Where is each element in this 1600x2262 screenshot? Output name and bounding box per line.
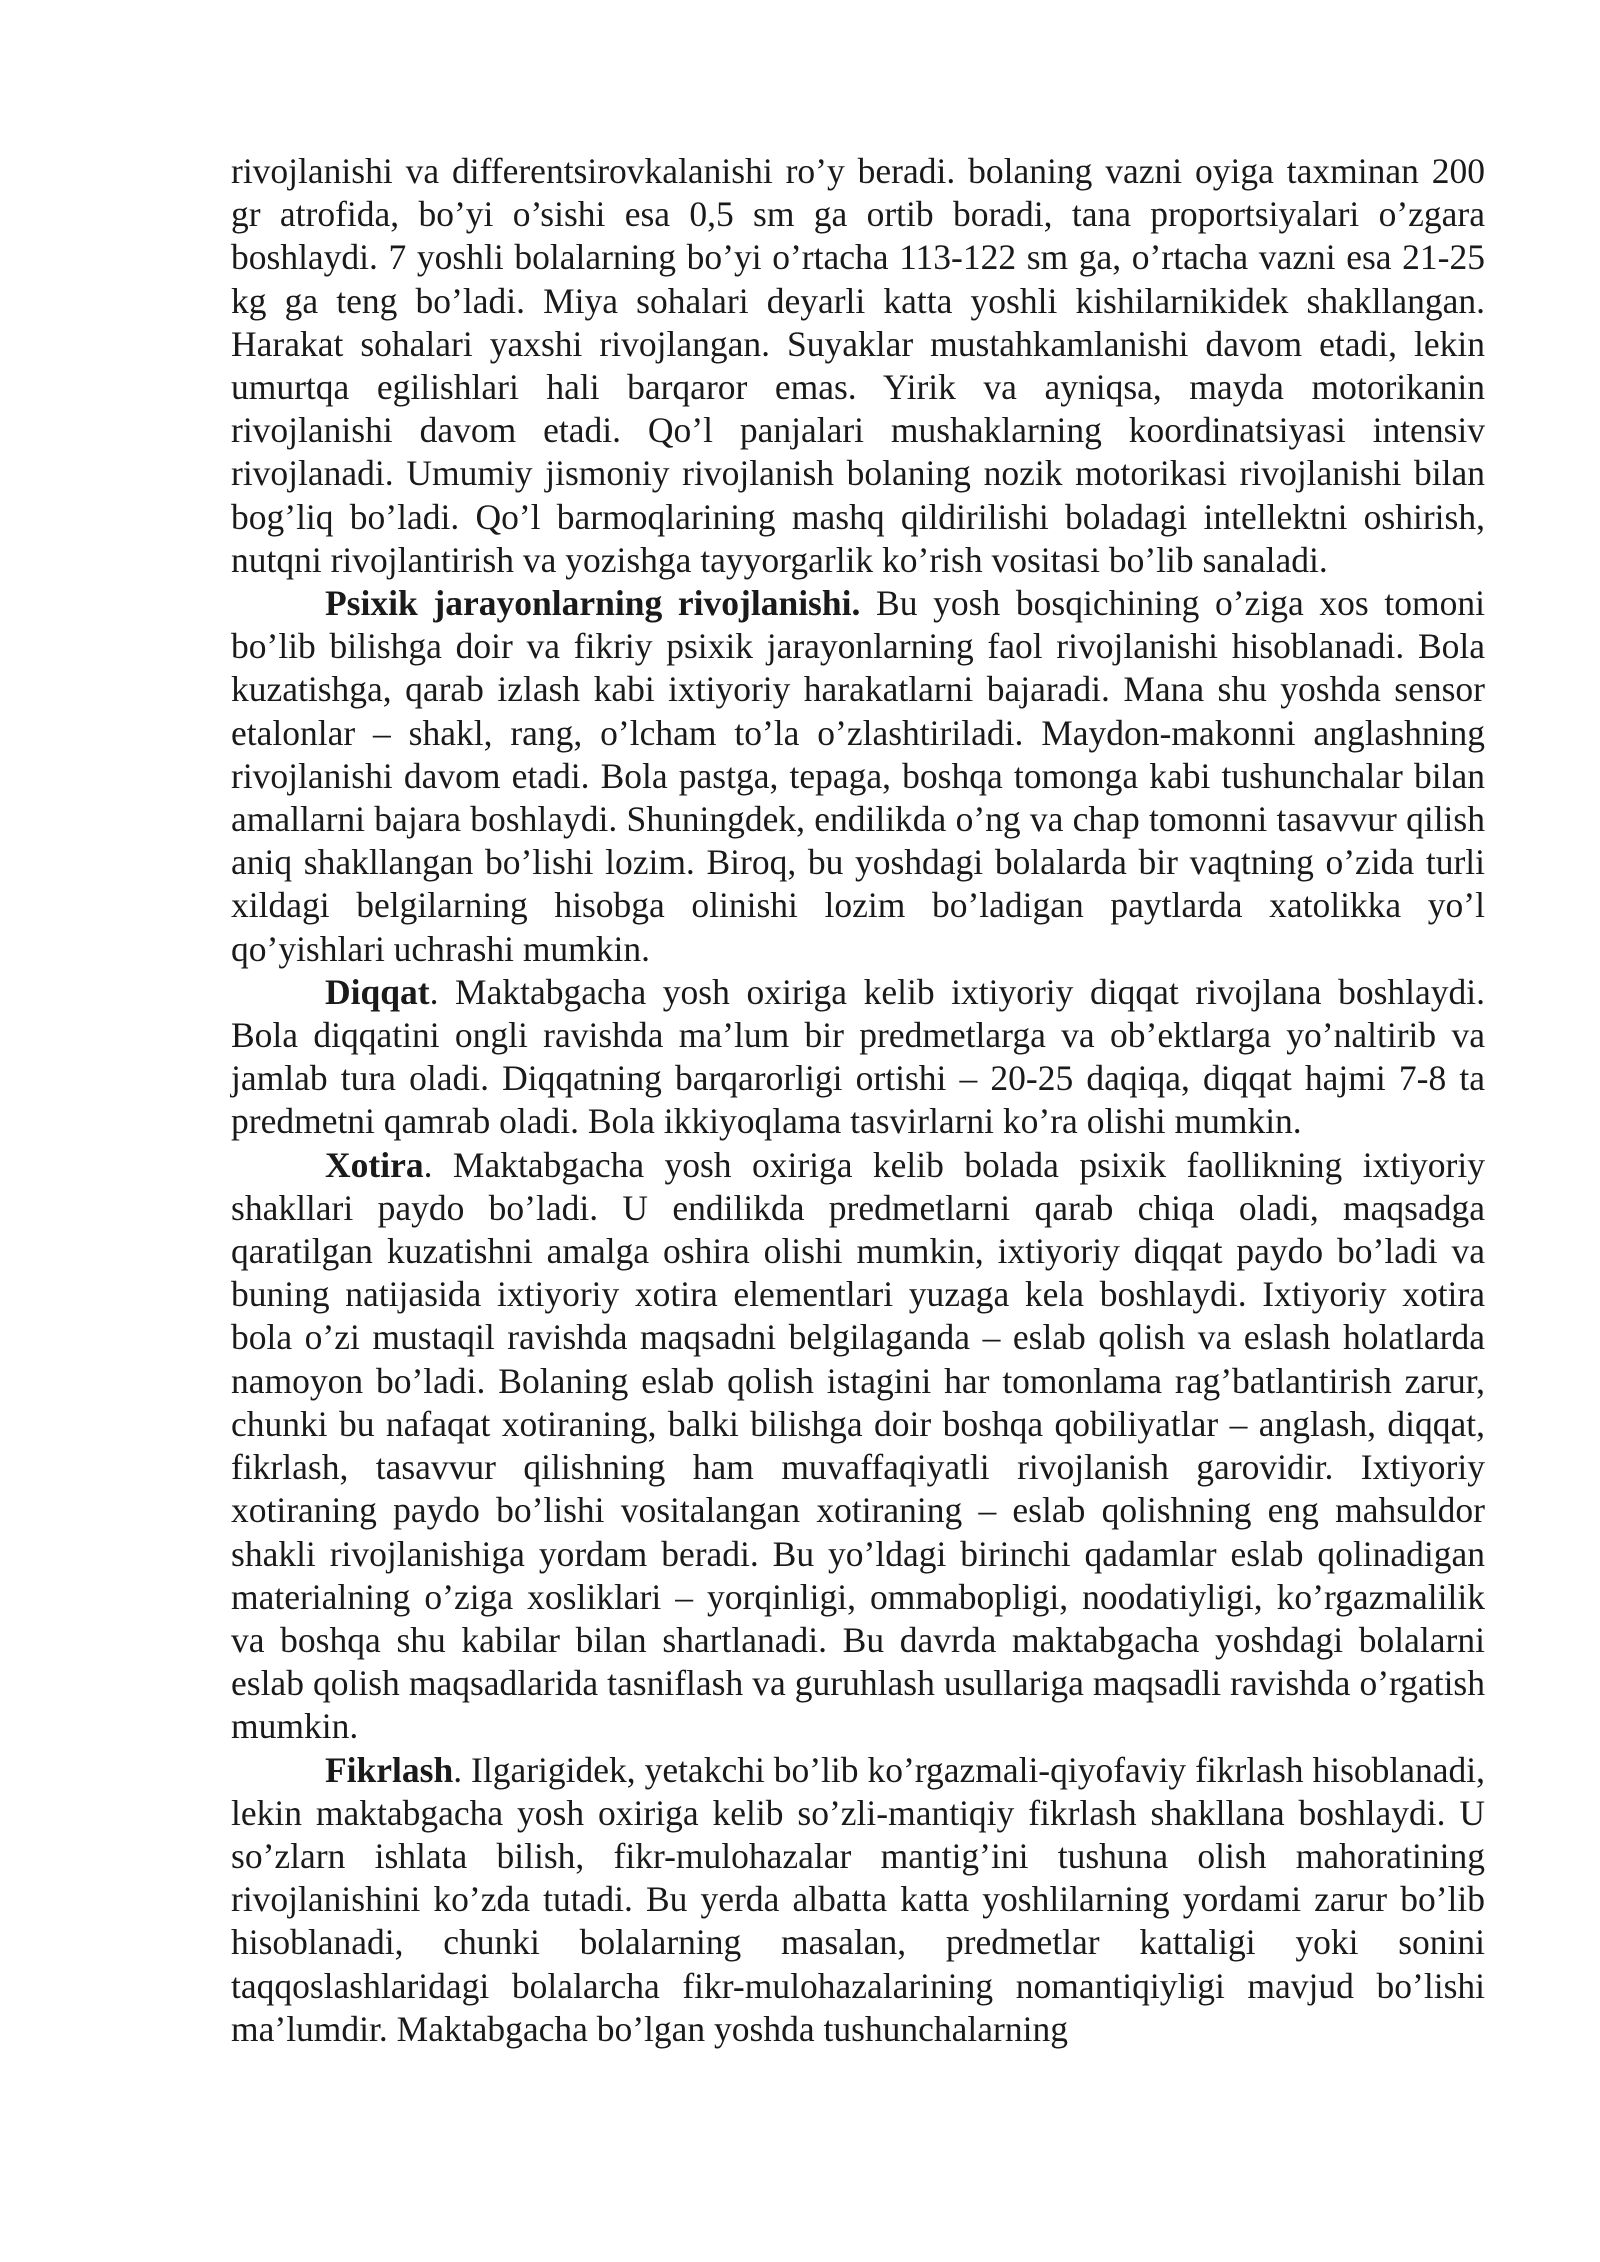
paragraph-mental-processes	[231, 582, 1485, 971]
paragraph-thinking	[231, 1749, 1485, 2051]
paragraph-attention	[231, 971, 1485, 1144]
paragraph-heading: Fikrlash	[325, 1749, 454, 1790]
paragraph-text: Ilgarigidek, yetakchi bo’lib ko’rgazmali-qiyofaviy fikrlash hisoblanadi, lekin maktabgacha yosh oxiriga kelib so’zli-mantiqiy fikrlash shakllana boshlaydi. U so’zlarn ishlata bilish, fikr-mulohazalar mantig’ini tushuna olish mahoratining rivojlanishini ko’zda tutadi. Bu yerda albatta katta yoshlilarning yordami zarur bo’lib hisoblanadi, chunki bolalarning masalan, predmetlar kattaligi yoki sonini taqqoslashlaridagi bolalarcha fikr-mulohazalarining nomantiqiyligi mavjud bo’lishi ma’lumdir. Maktabgacha bo’lgan yoshda tushunchalarning	[231, 1749, 1485, 2049]
paragraph-text: rivojlanishi va differentsirovkalanishi ro’y beradi. bolaning vazni oyiga taxminan 200 gr atrofida, bo’yi o’sishi esa 0,5 sm ga ortib boradi, tana proportsiyalari o’zgara boshlaydi. 7 yoshli bolalarning bo’yi o’rtacha 113-122 sm ga, o’rtacha vazni esa 21-25 kg ga teng bo’ladi. Miya sohalari deyarli katta yoshli kishilarnikidek shakllangan. Harakat sohalari yaxshi rivojlangan. Suyaklar mustahkamlanishi davom etadi, lekin umurtqa egilishlari hali barqaror emas. Yirik va ayniqsa, mayda motorikanin rivojlanishi davom etadi. Qo’l panjalari mushaklarning koordinatsiyasi intensiv rivojlanadi. Umumiy jismoniy rivojlanish bolaning nozik motorikasi rivojlanishi bilan bog’liq bo’ladi. Qo’l barmoqlarining mashq qildirilishi boladagi intellektni oshirish, nutqni rivojlantirish va yozishga tayyorgarlik ko’rish vositasi bo’lib sanaladi.	[231, 151, 1485, 580]
paragraph-heading: Diqqat	[325, 971, 430, 1012]
paragraph-heading: Psixik jarayonlarning rivojlanishi.	[325, 583, 861, 624]
paragraph-text: Maktabgacha yosh oxiriga kelib bolada psixik faollikning ixtiyoriy shakllari paydo bo’ladi. U endilikda predmetlarni qarab chiqa oladi, maqsadga qaratilgan kuzatishni amalga oshira olishi mumkin, ixtiyoriy diqqat paydo bo’ladi va buning natijasida ixtiyoriy xotira elementlari yuzaga kela boshlaydi. Ixtiyoriy xotira bola o’zi mustaqil ravishda maqsadni belgilaganda – eslab qolish va eslash holatlarda namoyon bo’ladi. Bolaning eslab qolish istagini har tomonlama rag’batlantirish zarur, chunki bu nafaqat xotiraning, balki bilishga doir boshqa qobiliyatlar – anglash, diqqat, fikrlash, tasavvur qilishning ham muvaffaqiyatli rivojlanish garovidir. Ixtiyoriy xotiraning paydo bo’lishi vositalangan xotiraning – eslab qolishning eng mahsuldor shakli rivojlanishiga yordam beradi. Bu yo’ldagi birinchi qadamlar eslab qolinadigan materialning o’ziga xosliklari – yorqinligi, ommabopligi, noodatiyligi, ko’rgazmalilik va boshqa shu kabilar bilan shartlanadi. Bu davrda maktabgacha yoshdagi bolalarni eslab qolish maqsadlarida tasniflash va guruhlash usullariga maqsadli ravishda o’rgatish mumkin.	[231, 1144, 1485, 1747]
paragraph-memory	[231, 1144, 1485, 1749]
paragraph-text: Maktabgacha yosh oxiriga kelib ixtiyoriy diqqat rivojlana boshlaydi. Bola diqqatini ongli ravishda ma’lum bir predmetlarga va ob’ektlarga yo’naltirib va jamlab tura oladi. Diqqatning barqarorligi ortishi – 20-25 daqiqa, diqqat hajmi 7-8 ta predmetni qamrab oladi. Bola ikkiyoqlama tasvirlarni ko’ra olishi mumkin.	[231, 971, 1485, 1142]
document-page	[231, 150, 1485, 2051]
heading-period: .	[423, 1144, 433, 1185]
paragraph-physical-development	[231, 150, 1485, 582]
paragraph-text: Bu yosh bosqichining o’ziga xos tomoni bo’lib bilishga doir va fikriy psixik jarayonlarning faol rivojlanishi hisoblanadi. Bola kuzatishga, qarab izlash kabi ixtiyoriy harakatlarni bajaradi. Mana shu yoshda sensor etalonlar – shakl, rang, o’lcham to’la o’zlashtiriladi. Maydon-makonni anglashning rivojlanishi davom etadi. Bola pastga, tepaga, boshqa tomonga kabi tushunchalar bilan amallarni bajara boshlaydi. Shuningdek, endilikda o’ng va chap tomonni tasavvur qilish aniq shakllangan bo’lishi lozim. Biroq, bu yoshdagi bolalarda bir vaqtning o’zida turli xildagi belgilarning hisobga olinishi lozim bo’ladigan paytlarda xatolikka yo’l qo’yishlari uchrashi mumkin.	[231, 583, 1486, 969]
heading-period: .	[429, 971, 439, 1012]
paragraph-heading: Xotira	[325, 1144, 424, 1185]
heading-period: .	[453, 1749, 463, 1790]
